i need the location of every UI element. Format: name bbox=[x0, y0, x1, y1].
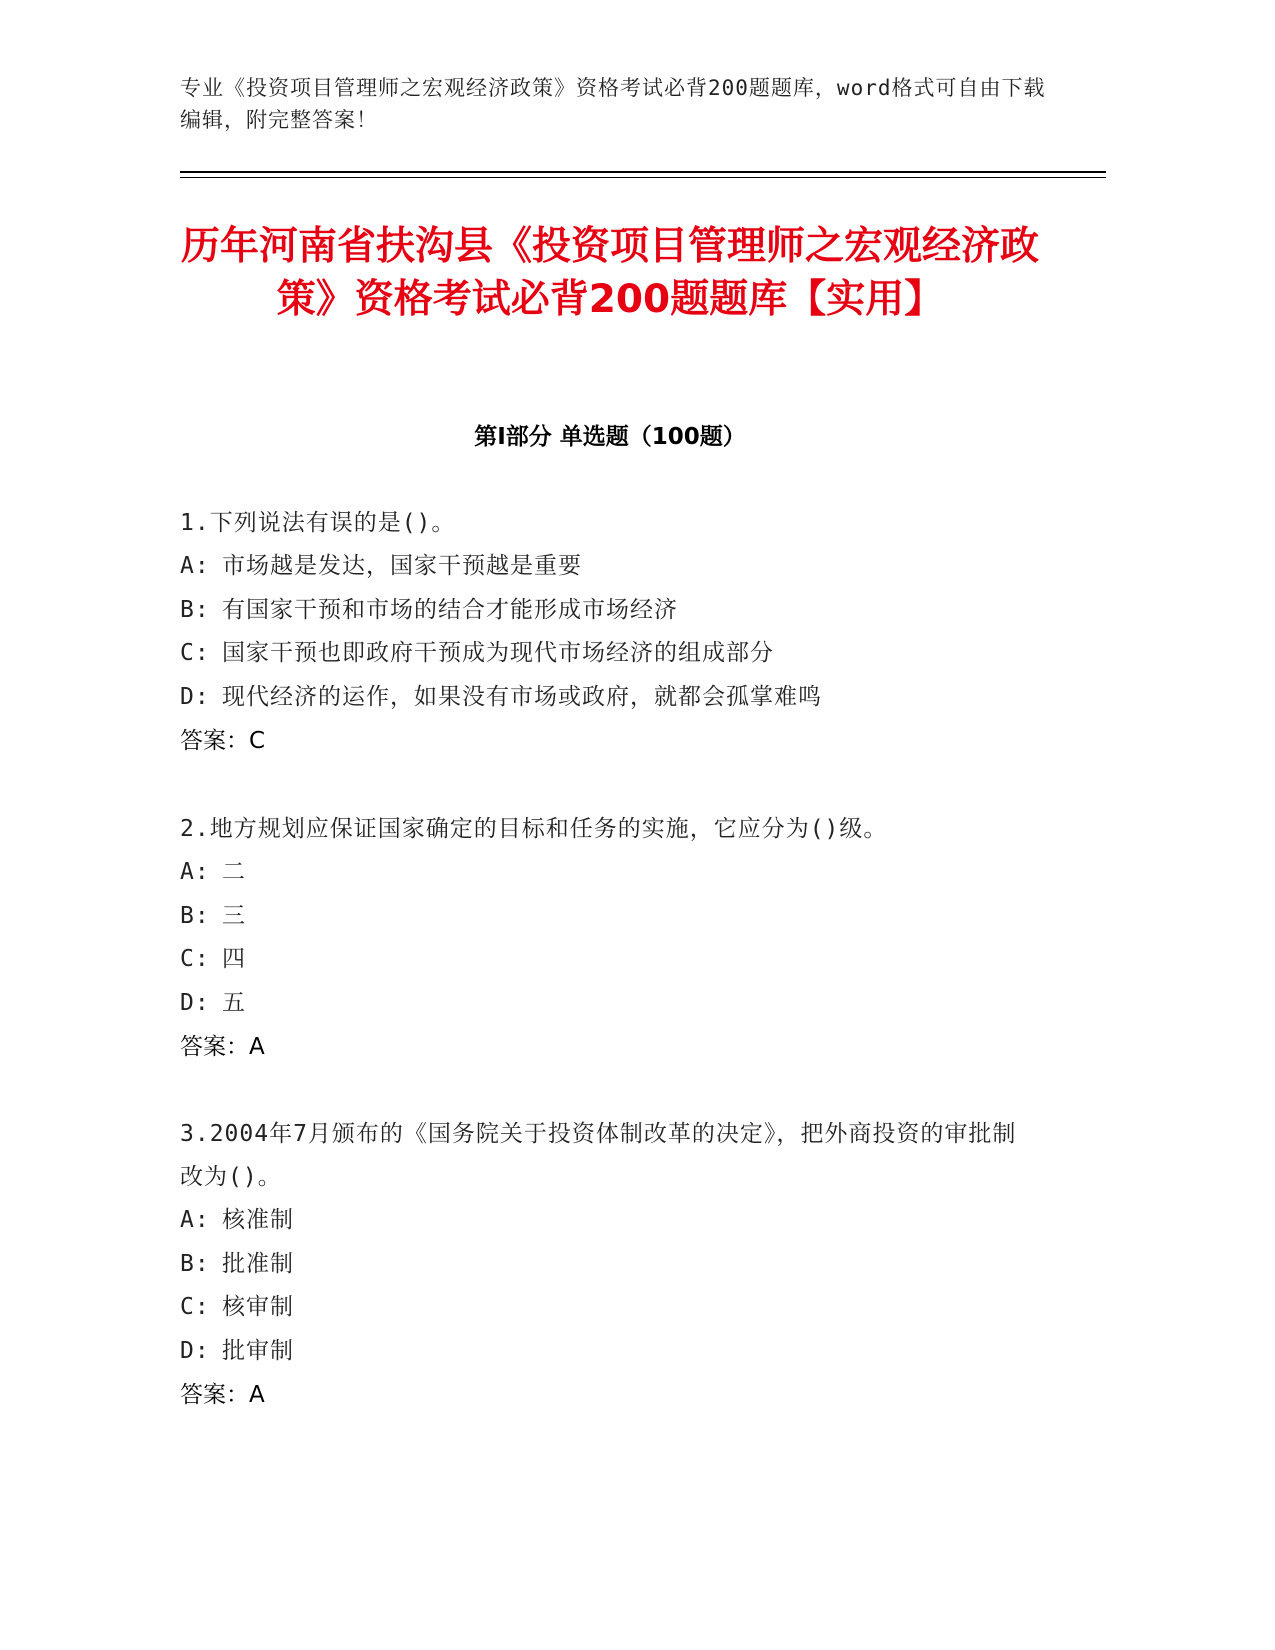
question-stem: 1.下列说法有误的是()。 bbox=[180, 510, 456, 536]
option-letter: D: bbox=[180, 1337, 210, 1364]
question-2 bbox=[180, 808, 1040, 1069]
option-d bbox=[180, 676, 1040, 720]
header-rule-thick bbox=[180, 171, 1106, 173]
option-d bbox=[180, 982, 1040, 1026]
option-text: 批准制 bbox=[222, 1250, 294, 1277]
option-letter: B: bbox=[180, 1250, 210, 1277]
question-3 bbox=[180, 1113, 1040, 1417]
option-text: 四 bbox=[222, 946, 246, 972]
option-letter: C: bbox=[180, 1294, 210, 1320]
option-text: 核审制 bbox=[222, 1294, 294, 1320]
option-c bbox=[180, 938, 1040, 982]
answer: 答案：C bbox=[180, 728, 266, 754]
option-text: 批审制 bbox=[222, 1337, 294, 1364]
option-d bbox=[180, 1330, 1040, 1374]
answer: 答案：A bbox=[180, 1382, 265, 1408]
option-b bbox=[180, 895, 1040, 939]
option-text: 国家干预也即政府干预成为现代市场经济的组成部分 bbox=[222, 640, 774, 666]
option-text: 二 bbox=[222, 859, 246, 885]
question-stem: 3.2004年7月颁布的《国务院关于投资体制改革的决定》，把外商投资的审批制改为()。 bbox=[180, 1121, 1017, 1190]
option-a bbox=[180, 1199, 1040, 1243]
option-letter: A: bbox=[180, 859, 210, 885]
answer: 答案：A bbox=[180, 1034, 265, 1060]
header-rule-thin bbox=[180, 177, 1106, 178]
option-b bbox=[180, 589, 1040, 633]
option-a bbox=[180, 851, 1040, 895]
document-title: 历年河南省扶沟县《投资项目管理师之宏观经济政策》资格考试必背200题题库【实用】 bbox=[180, 224, 1039, 322]
option-text: 现代经济的运作，如果没有市场或政府，就都会孤掌难鸣 bbox=[222, 683, 822, 710]
option-text: 市场越是发达，国家干预越是重要 bbox=[222, 553, 582, 579]
option-letter: C: bbox=[180, 946, 210, 972]
option-a bbox=[180, 545, 1040, 589]
option-letter: B: bbox=[180, 902, 210, 929]
option-letter: D: bbox=[180, 989, 210, 1016]
option-text: 核准制 bbox=[222, 1207, 294, 1233]
question-1 bbox=[180, 502, 1040, 763]
option-letter: B: bbox=[180, 596, 210, 623]
option-letter: A: bbox=[180, 553, 210, 579]
option-c bbox=[180, 632, 1040, 676]
section-title: 第I部分 单选题（100题） bbox=[474, 424, 746, 450]
option-letter: D: bbox=[180, 683, 210, 710]
option-letter: C: bbox=[180, 640, 210, 666]
option-text: 五 bbox=[222, 989, 246, 1016]
option-text: 三 bbox=[222, 902, 246, 929]
option-letter: A: bbox=[180, 1207, 210, 1233]
header-note: 专业《投资项目管理师之宏观经济政策》资格考试必背200题题库，word格式可自由下载编辑，附完整答案！ bbox=[180, 76, 1046, 132]
question-stem: 2.地方规划应保证国家确定的目标和任务的实施，它应分为()级。 bbox=[180, 816, 888, 842]
option-c bbox=[180, 1286, 1040, 1330]
option-b bbox=[180, 1243, 1040, 1287]
option-text: 有国家干预和市场的结合才能形成市场经济 bbox=[222, 596, 678, 623]
